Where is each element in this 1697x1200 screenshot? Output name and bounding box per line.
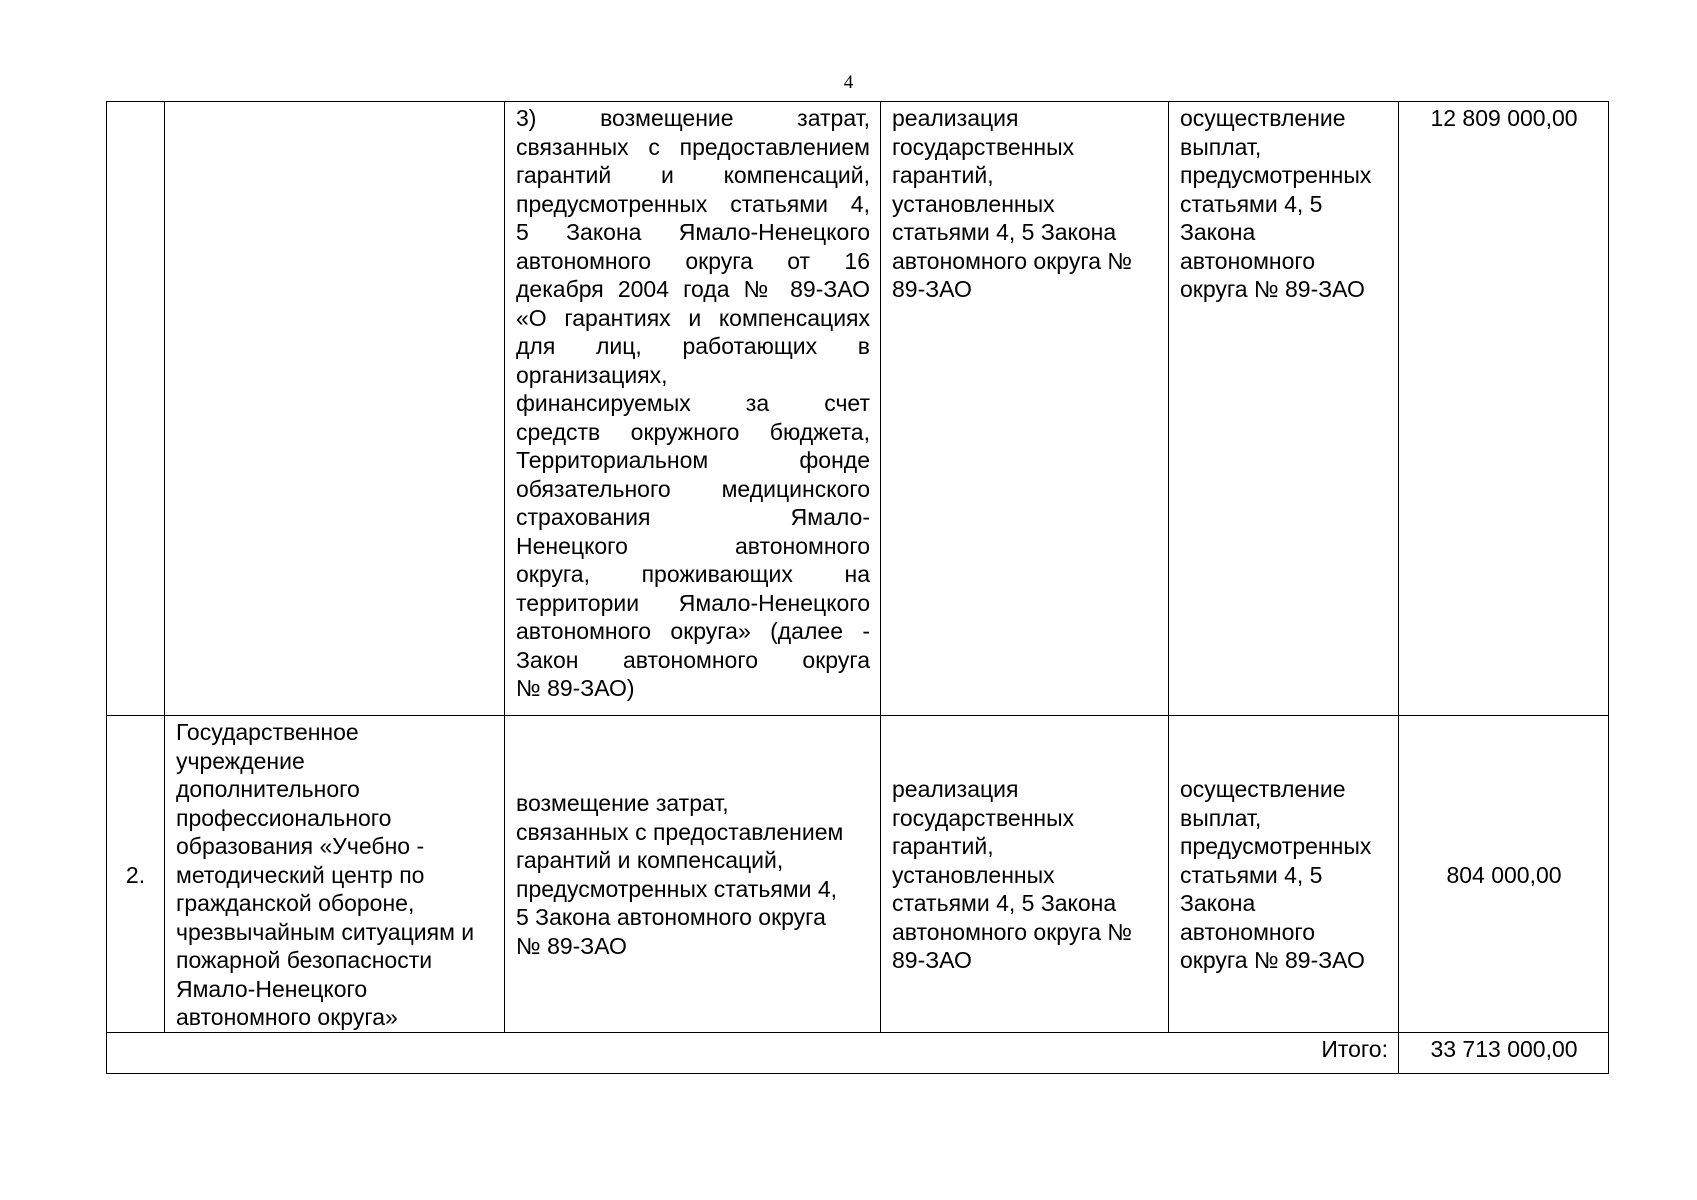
cell-text-line: предусмотренных bbox=[1180, 833, 1372, 859]
subsidy-table bbox=[106, 101, 1609, 1074]
cell-text-line: территории Ямало-Ненецкого bbox=[516, 589, 870, 616]
total-row bbox=[107, 1032, 1609, 1073]
row-number-cell: 2. bbox=[107, 716, 165, 1033]
cell-text-line: автономного округа» bbox=[176, 1004, 398, 1030]
cell-text-line: автономного округа № bbox=[892, 247, 1133, 274]
cell-text-line: чрезвычайным ситуациям и bbox=[176, 918, 475, 945]
cell-text-line: возмещение затрат, bbox=[516, 790, 729, 817]
cell-text-line: Ямало-Ненецкого bbox=[176, 975, 368, 1002]
cell-text-line: профессионального bbox=[176, 804, 392, 831]
cell-text-line: реализация bbox=[892, 776, 1019, 802]
cell-text-line: Ненецкого автономного bbox=[516, 532, 870, 559]
cell-text-line: реализация bbox=[892, 105, 1019, 131]
cell-text-line: статьями 4, 5 bbox=[1180, 861, 1323, 888]
cell-text-line: государственных bbox=[892, 133, 1075, 160]
institution-cell bbox=[165, 716, 505, 1033]
purpose-cell bbox=[505, 102, 881, 716]
cell-text-line: № 89-ЗАО bbox=[516, 932, 627, 959]
cell-text-line: осуществление bbox=[1180, 776, 1346, 802]
cell-text-line: автономного округа от 16 bbox=[516, 247, 870, 274]
cell-text-line: статьями 4, 5 Закона bbox=[892, 890, 1117, 916]
table-row bbox=[107, 716, 1609, 1033]
cell-text-line: № 89-ЗАО) bbox=[516, 675, 635, 701]
cell-text-line: для лиц, работающих в bbox=[516, 333, 870, 359]
cell-text-line: гарантий и компенсаций, bbox=[516, 162, 870, 188]
goal-cell bbox=[881, 102, 1169, 716]
cell-text-line: организациях, bbox=[516, 361, 668, 388]
cell-text-line: автономного округа № bbox=[892, 918, 1133, 945]
row-number-cell bbox=[107, 102, 165, 716]
total-label: Итого: bbox=[107, 1032, 1399, 1073]
cell-text-line: округа № 89-ЗАО bbox=[1180, 947, 1365, 973]
cell-text-line: гарантий, bbox=[892, 162, 994, 188]
cell-text-line: округа, проживающих на bbox=[516, 561, 870, 587]
cell-text-line: страхования Ямало- bbox=[516, 504, 870, 530]
cell-text-line: осуществление bbox=[1180, 105, 1346, 131]
cell-text-line: 3) возмещение затрат, bbox=[516, 105, 870, 131]
cell-text-line: автономного bbox=[1180, 918, 1316, 945]
cell-text-line: пожарной безопасности bbox=[176, 947, 433, 973]
cell-text-line: 89-ЗАО bbox=[892, 276, 972, 302]
cell-text-line: связанных с предоставлением bbox=[516, 133, 870, 160]
cell-text-line: учреждение bbox=[176, 747, 305, 774]
table-row bbox=[107, 102, 1609, 716]
cell-text-line: 89-ЗАО bbox=[892, 947, 972, 973]
cell-text-line: Закон автономного округа bbox=[516, 646, 870, 673]
cell-text-line: автономного bbox=[1180, 247, 1316, 274]
cell-text-line: статьями 4, 5 Закона bbox=[892, 219, 1117, 245]
total-amount: 33 713 000,00 bbox=[1399, 1032, 1609, 1073]
cell-text-line: образования «Учебно - bbox=[176, 833, 425, 859]
direction-cell bbox=[1169, 102, 1399, 716]
cell-text-line: 5 Закона Ямало-Ненецкого bbox=[516, 219, 870, 245]
cell-text-line: установленных bbox=[892, 190, 1055, 217]
cell-text-line: Государственное bbox=[176, 719, 359, 745]
cell-text-line: выплат, bbox=[1180, 133, 1262, 160]
direction-cell bbox=[1169, 716, 1399, 1033]
cell-text-line: предусмотренных статьями 4, bbox=[516, 875, 838, 902]
cell-text-line: предусмотренных статьями 4, bbox=[516, 190, 870, 217]
cell-text-line: дополнительного bbox=[176, 776, 360, 802]
cell-text-line: гражданской обороне, bbox=[176, 890, 415, 916]
cell-text-line: Территориальном фонде bbox=[516, 447, 870, 473]
cell-text-line: методический центр по bbox=[176, 861, 425, 888]
cell-text-line: статьями 4, 5 bbox=[1180, 190, 1323, 217]
cell-text-line: предусмотренных bbox=[1180, 162, 1372, 188]
cell-text-line: средств окружного бюджета, bbox=[516, 418, 870, 445]
cell-text-line: связанных с предоставлением bbox=[516, 818, 844, 845]
institution-cell bbox=[165, 102, 505, 716]
cell-text-line: Закона bbox=[1180, 219, 1256, 245]
goal-cell bbox=[881, 716, 1169, 1033]
page-number: 4 bbox=[843, 72, 854, 93]
cell-text-line: декабря 2004 года № 89-ЗАО bbox=[516, 276, 870, 302]
cell-text-line: гарантий и компенсаций, bbox=[516, 847, 784, 874]
cell-text-line: выплат, bbox=[1180, 804, 1262, 831]
cell-text-line: государственных bbox=[892, 804, 1075, 831]
cell-text-line: гарантий, bbox=[892, 833, 994, 859]
purpose-cell bbox=[505, 716, 881, 1033]
cell-text-line: финансируемых за счет bbox=[516, 390, 870, 416]
cell-text-line: «О гарантиях и компенсациях bbox=[516, 304, 870, 331]
amount-cell: 804 000,00 bbox=[1399, 716, 1609, 1033]
amount-cell: 12 809 000,00 bbox=[1399, 102, 1609, 716]
cell-text-line: 5 Закона автономного округа bbox=[516, 904, 826, 931]
cell-text-line: автономного округа» (далее - bbox=[516, 618, 870, 644]
cell-text-line: округа № 89-ЗАО bbox=[1180, 276, 1365, 302]
cell-text-line: обязательного медицинского bbox=[516, 475, 870, 502]
cell-text-line: Закона bbox=[1180, 890, 1256, 916]
cell-text-line: установленных bbox=[892, 861, 1055, 888]
